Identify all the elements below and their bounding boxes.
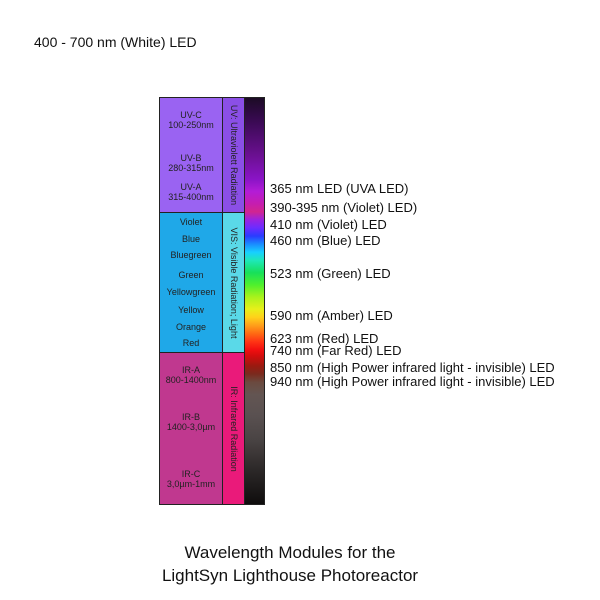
uv-a-label: [160, 182, 222, 202]
led-label-623: 623 nm (Red) LED: [270, 331, 379, 346]
ir-c-name: IR-C: [181, 469, 201, 479]
vis-item-yellow: Yellow: [178, 305, 204, 315]
vis-region: [159, 212, 244, 353]
vis-item-bluegreen: Bluegreen: [170, 250, 212, 260]
white-led-label: 400 - 700 nm (White) LED: [34, 34, 197, 50]
uv-b-name: UV-B: [180, 153, 202, 163]
uv-c-name: UV-C: [180, 110, 202, 120]
uv-a-range: 315-400nm: [168, 192, 214, 202]
uv-c-label: [160, 110, 222, 130]
vis-band: [222, 213, 244, 352]
ir-a-label: [160, 365, 222, 385]
led-label-523: 523 nm (Green) LED: [270, 266, 391, 281]
ir-band-label: IR: Infrared Radiation: [228, 385, 239, 472]
vis-item-violet: Violet: [179, 217, 203, 227]
ir-b-label: [160, 412, 222, 432]
vis-item-green: Green: [178, 270, 204, 280]
vis-item-orange: Orange: [175, 322, 207, 332]
uv-b-range: 280-315nm: [168, 163, 214, 173]
vis-item-blue: Blue: [181, 234, 200, 244]
ir-c-label: [160, 469, 222, 489]
caption-line-1: Wavelength Modules for the: [184, 543, 396, 562]
led-label-390-395: 390-395 nm (Violet) LED): [270, 200, 418, 215]
led-label-590: 590 nm (Amber) LED: [270, 308, 393, 323]
led-label-740: 740 nm (Far Red) LED: [270, 343, 402, 358]
ir-c-range: 3,0µm-1mm: [166, 479, 216, 489]
ir-b-range: 1400-3,0µm: [166, 422, 216, 432]
uv-band-label: UV: Ultraviolett Radiation: [228, 104, 239, 206]
led-label-365: 365 nm LED (UVA LED): [270, 181, 409, 196]
vis-item-yellowgreen: Yellowgreen: [166, 287, 216, 297]
uv-a-name: UV-A: [180, 182, 202, 192]
ir-a-range: 800-1400nm: [165, 375, 217, 385]
ir-a-name: IR-A: [182, 365, 200, 375]
led-label-940: 940 nm (High Power infrared light - invisible) LED: [270, 374, 555, 389]
vis-item-red: Red: [182, 338, 200, 348]
vis-band-label: VIS: Visible Radiation; Light: [228, 227, 239, 338]
led-label-410: 410 nm (Violet) LED: [270, 217, 387, 232]
caption: [0, 541, 580, 587]
ir-b-name: IR-B: [182, 412, 200, 422]
uv-c-range: 100-250nm: [168, 120, 214, 130]
led-label-850: 850 nm (High Power infrared light - invisible) LED: [270, 360, 555, 375]
uv-band: [222, 98, 244, 212]
led-label-460: 460 nm (Blue) LED: [270, 233, 381, 248]
ir-region: [159, 352, 244, 505]
spectrum-diagram: [159, 97, 267, 505]
ir-band: [222, 353, 244, 504]
uv-b-label: [160, 153, 222, 173]
spectrum-gradient-strip: [244, 97, 265, 505]
caption-line-2: LightSyn Lighthouse Photoreactor: [161, 566, 419, 585]
uv-region: [159, 97, 244, 213]
